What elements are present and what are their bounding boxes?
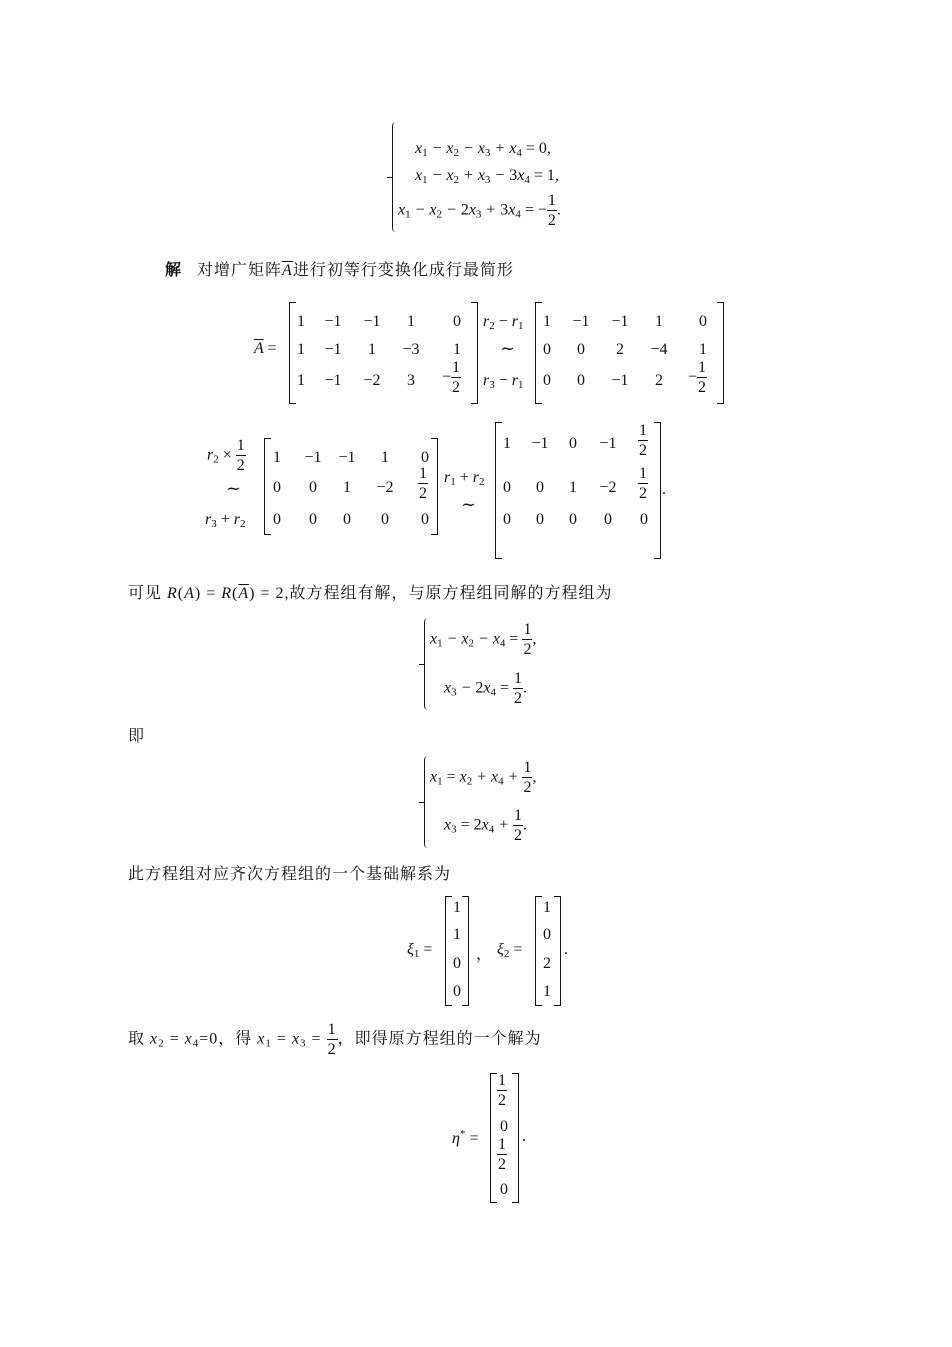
op-r2-times-half: $r_2$ × $\frac{1}{2}$	[207, 437, 245, 474]
matrix-cell: 0	[453, 313, 461, 330]
rank-line: 可见 $R(A) = R(\overline{A}) = 2$,故方程组有解，与原方程组同解的方程组为	[128, 585, 613, 602]
matrix-cell: 1	[297, 341, 305, 358]
matrix-cell: 0	[536, 511, 544, 528]
tilde: ~	[226, 478, 242, 499]
vector-cell: 1	[453, 926, 461, 943]
fraction-cell: $\frac{1}{2}$	[419, 465, 427, 502]
matrix-cell: 1	[655, 313, 663, 330]
matrix-cell: 0	[577, 341, 585, 358]
matrix-cell: 0	[569, 435, 577, 452]
period: .	[662, 481, 666, 498]
matrix-cell: 1	[381, 449, 389, 466]
matrix-cell: −1	[324, 341, 342, 358]
matrix-cell: 1	[297, 372, 305, 389]
matrix-cell: 0	[536, 479, 544, 496]
matrix-cell: 0	[381, 511, 389, 528]
vector-cell: 0	[500, 1118, 508, 1135]
matrix-cell: 1	[273, 449, 281, 466]
matrix-cell: 0	[421, 449, 429, 466]
vector-cell: 1	[543, 899, 551, 916]
vector-cell: 0	[543, 926, 551, 943]
matrix-cell: 1	[343, 479, 351, 496]
matrix-cell: −2	[376, 479, 394, 496]
matrix-cell: 0	[699, 313, 707, 330]
matrix-cell: 0	[421, 511, 429, 528]
matrix-cell: −2	[363, 372, 381, 389]
vector-cell: 1	[543, 983, 551, 1000]
matrix-cell: −1	[338, 449, 356, 466]
solved-equation-1: $x_1 = x_2 + x_4$ + $\frac{1}{2}$ ,	[430, 759, 537, 796]
matrix-cell: 2	[655, 372, 663, 389]
matrix-cell: −1	[599, 435, 617, 452]
matrix-cell: −1	[304, 449, 322, 466]
op-r2-minus-r1: $r_2 - r_1$	[483, 313, 524, 332]
matrix-cell: 3	[407, 372, 415, 389]
matrix-cell: 2	[616, 341, 624, 358]
xi2-label: $\xi_2$ =	[497, 941, 523, 960]
matrix-cell: 0	[569, 511, 577, 528]
matrix-cell: 1	[368, 341, 376, 358]
fraction-cell: $\frac{1}{2}$	[498, 1136, 506, 1173]
a-bar-label: $\overline{A}$ =	[254, 340, 277, 357]
equation-3: $x_1 - x_2 - 2x_3 + 3x_4$ = − $\frac{1}{2}$ .	[398, 192, 561, 229]
comma: ，	[476, 946, 493, 963]
matrix-cell: 0	[273, 479, 281, 496]
matrix-cell: 0	[543, 341, 551, 358]
matrix-cell: 0	[604, 511, 612, 528]
rank-prefix: 可见	[128, 585, 163, 602]
tilde: ~	[500, 338, 516, 359]
fraction-cell: $\frac{1}{2}$	[639, 465, 647, 502]
matrix-cell: 0	[543, 372, 551, 389]
matrix-cell: 0	[273, 511, 281, 528]
op-r3-plus-r2: $r_3 + r_2$	[205, 511, 246, 530]
matrix-cell: −1	[572, 313, 590, 330]
matrix-cell: −4	[650, 341, 668, 358]
fraction-cell: − $\frac{1}{2}$	[442, 359, 461, 396]
equiv-equation-1: $x_1 - x_2 - x_4$ = $\frac{1}{2}$ ,	[430, 621, 537, 658]
period: .	[564, 941, 568, 958]
matrix-cell: −1	[611, 313, 629, 330]
eta-label: η* =	[452, 1128, 479, 1147]
matrix-cell: −1	[324, 313, 342, 330]
solved-equation-2: $x_3 = 2x_4$ + $\frac{1}{2}$ .	[444, 807, 528, 844]
matrix-cell: 0	[640, 511, 648, 528]
equation-2: $x_1 - x_2 + x_3 - 3x_4 = 1$,	[415, 167, 559, 186]
matrix-cell: 1	[699, 341, 707, 358]
fraction-cell: − $\frac{1}{2}$	[688, 359, 707, 396]
equation-1: $x_1 - x_2 - x_3 + x_4 = 0$,	[415, 140, 551, 159]
vector-cell: 0	[453, 955, 461, 972]
matrix-cell: −1	[324, 372, 342, 389]
matrix-cell: 0	[309, 479, 317, 496]
matrix-cell: 1	[503, 435, 511, 452]
take-line: 取 $x_2 = x_4=0$，得 $x_1 = x_3$ = $\frac{1}{2}$ ，即得原方程组的一个解为	[128, 1021, 542, 1058]
matrix-cell: 0	[577, 372, 585, 389]
equiv-equation-2: $x_3 - 2x_4$ = $\frac{1}{2}$ .	[444, 670, 528, 707]
matrix-cell: 1	[407, 313, 415, 330]
matrix-cell: 0	[503, 511, 511, 528]
solution-line: 解 对增广矩阵$\overline{A}$进行初等行变换化成行最简形	[165, 262, 514, 279]
matrix-cell: 0	[343, 511, 351, 528]
matrix-cell: −3	[402, 341, 420, 358]
matrix-cell: −1	[531, 435, 549, 452]
solution-rest: 进行初等行变换化成行最简形	[292, 262, 514, 279]
period: .	[522, 1128, 526, 1145]
matrix-cell: −1	[611, 372, 629, 389]
fraction-cell: $\frac{1}{2}$	[498, 1072, 506, 1109]
take-mid: =0，得	[199, 1030, 253, 1048]
vector-cell: 0	[453, 983, 461, 1000]
vector-cell: 0	[500, 1181, 508, 1198]
xi1-label: $\xi_1$ =	[407, 941, 433, 960]
take-suffix: ，即得原方程组的一个解为	[337, 1030, 542, 1048]
op-r3-minus-r1: $r_3 - r_1$	[483, 372, 524, 391]
tilde: ~	[461, 494, 477, 515]
matrix-cell: 1	[569, 479, 577, 496]
take-prefix: 取	[128, 1030, 146, 1048]
op-r1-plus-r2: $r_1 + r_2$	[444, 469, 485, 488]
matrix-cell: 1	[543, 313, 551, 330]
matrix-cell: −2	[599, 479, 617, 496]
matrix-cell: 1	[297, 313, 305, 330]
solution-intro: 对增广矩阵	[197, 262, 283, 279]
ji-label: 即	[128, 728, 146, 745]
matrix-d-right-bracket	[654, 422, 661, 559]
matrix-cell: 0	[503, 479, 511, 496]
matrix-cell: 0	[309, 511, 317, 528]
solution-label: 解	[165, 262, 183, 279]
vector-cell: 2	[543, 955, 551, 972]
rank-suffix: ,故方程组有解，与原方程组同解的方程组为	[284, 585, 613, 602]
fraction-cell: $\frac{1}{2}$	[639, 422, 647, 459]
basis-intro: 此方程组对应齐次方程组的一个基础解系为	[128, 866, 452, 883]
matrix-cell: −1	[363, 313, 381, 330]
vector-cell: 1	[453, 899, 461, 916]
matrix-cell: 1	[453, 341, 461, 358]
